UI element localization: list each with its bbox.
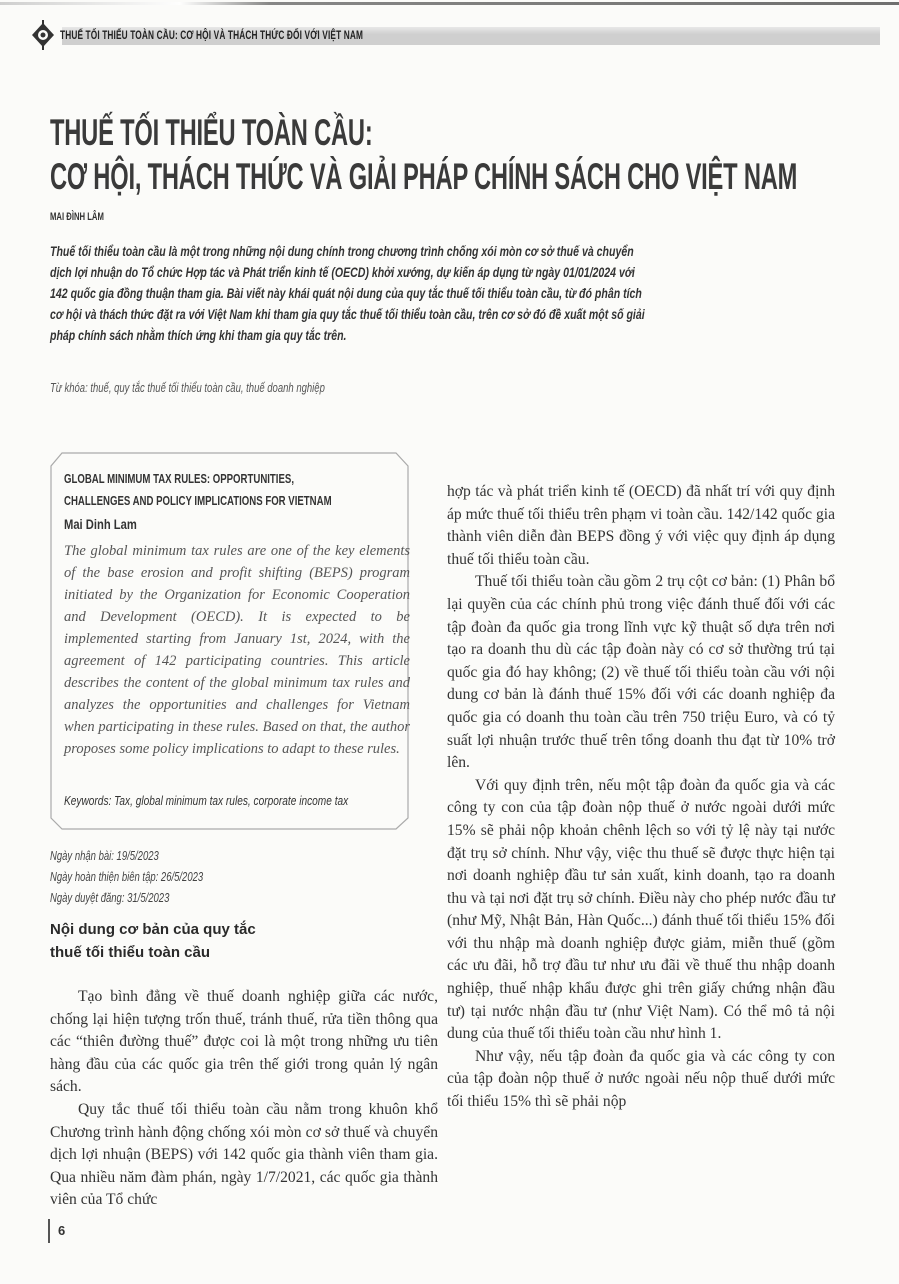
paragraph: Quy tắc thuế tối thiểu toàn cầu nằm trong khuôn khổ Chương trình hành động chống xói mòn cơ sở thuế và chuyển dịch lợi nhuận (BEPS) với 142 quốc gia thành viên tham gia. Qua nhiều năm đàm phán, ngày 1/7/2021, các quốc gia thành viên của Tổ chức xyxy=(50,1100,438,1209)
top-rule xyxy=(0,2,899,5)
left-column xyxy=(50,986,438,1212)
section-heading-line2: thuế tối thiểu toàn cầu xyxy=(50,944,210,961)
english-title-line1: GLOBAL MINIMUM TAX RULES: OPPORTUNITIES, xyxy=(64,471,294,486)
running-header-title: THUẾ TỐI THIỂU TOÀN CẦU: CƠ HỘI VÀ THÁCH THỨC ĐỐI VỚI VIỆT NAM xyxy=(60,30,364,42)
page-number: 6 xyxy=(58,1223,66,1238)
section-heading xyxy=(50,918,256,964)
section-heading-line1: Nội dung cơ bản của quy tắc xyxy=(50,921,256,938)
date-received: Ngày nhận bài: 19/5/2023 xyxy=(50,849,159,863)
paragraph: hợp tác và phát triển kinh tế (OECD) đã nhất trí với quy định áp mức thuế tối thiểu trên phạm vi toàn cầu. 142/142 quốc gia thành viên diễn đàn BEPS đồng ý với việc quy định áp dụng thuế tối thiểu toàn cầu. xyxy=(447,483,835,568)
article-keywords: Từ khóa: thuế, quy tắc thuế tối thiểu toàn cầu, thuế doanh nghiệp xyxy=(50,381,325,395)
english-title-line2: CHALLENGES AND POLICY IMPLICATIONS FOR VIETNAM xyxy=(64,493,332,508)
paragraph: Thuế tối thiểu toàn cầu gồm 2 trụ cột cơ bản: (1) Phân bổ lại quyền của các chính phủ trong việc đánh thuế đối với các tập đoàn đa quốc gia trong lĩnh vực kỹ thuật số dựa trên nơi tạo ra doanh thu dù các tập đoàn này có cơ sở thường trú tại quốc gia đó hay không; (2) về thuế tối thiểu toàn cầu với nội dung cơ bản là đánh thuế 15% đối với các doanh nghiệp đa quốc gia có doanh thu toàn cầu trên 750 triệu Euro, và có tỷ suất lợi nhuận trước thuế trên tổng doanh thu đạt từ 10% trở lên. xyxy=(447,573,835,772)
paragraph: Tạo bình đẳng về thuế doanh nghiệp giữa các nước, chống lại hiện tượng trốn thuế, tránh thuế, rửa tiền thông qua các “thiên đường thuế” được coi là một trong những ưu tiên hàng đầu của các quốc gia trên thế giới trong quản lý ngân sách. xyxy=(50,988,438,1096)
article-abstract: Thuế tối thiểu toàn cầu là một trong những nội dung chính trong chương trình chống xói mòn cơ sở thuế và chuyển dịch lợi nhuận do Tổ chức Hợp tác và Phát triển kinh tế (OECD) khởi xướng, dự kiến áp dụng từ ngày 01/01/2024 với 142 quốc gia đồng thuận tham gia. Bài viết này khái quát nội dung của quy tắc thuế tối thiểu toàn cầu, từ đó phân tích cơ hội và thách thức đặt ra với Việt Nam khi tham gia quy tắc thuế tối thiểu toàn cầu, trên cơ sở đó đề xuất một số giải pháp chính sách nhằm thích ứng khi tham gia quy tắc trên. xyxy=(50,243,645,343)
date-edited: Ngày hoàn thiện biên tập: 26/5/2023 xyxy=(50,870,204,884)
english-keywords: Keywords: Tax, global minimum tax rules, corporate income tax xyxy=(64,793,349,808)
right-column xyxy=(447,481,835,1114)
paragraph: Như vậy, nếu tập đoàn đa quốc gia và các công ty con của tập đoàn nộp thuế ở nước ngoài nếu nộp thuế dưới mức tối thiểu 15% thì sẽ phải nộp xyxy=(447,1047,835,1111)
article-dates xyxy=(50,846,203,909)
english-abstract-box xyxy=(50,452,408,830)
article-title-line1: THUẾ TỐI THIỂU TOÀN CẦU: xyxy=(50,112,373,153)
english-author: Mai Dinh Lam xyxy=(64,516,137,532)
english-title xyxy=(64,468,332,512)
article-author: MAI ĐÌNH LÂM xyxy=(50,211,104,223)
compass-diamond-icon xyxy=(30,20,56,50)
paragraph: Với quy định trên, nếu một tập đoàn đa quốc gia và các công ty con của tập đoàn nộp thuế ở nước ngoài dưới mức 15% sẽ phải nộp khoản chênh lệch so với tỷ lệ này tại nước đặt trụ sở chính. Như vậy, việc thu thuế sẽ được thực hiện tại nơi doanh nghiệp đầu tư sản xuất, kinh doanh, tạo ra doanh thu và tại nơi đặt trụ sở chính. Điều này cho phép nước đầu tư (như Mỹ, Nhật Bản, Hàn Quốc...) đánh thuế tối thiểu 15% đối với thu nhập mà doanh nghiệp được giảm, miễn thuế (gồm các ưu đãi, hỗ trợ đầu tư như ưu đãi về thuế thu nhập doanh nghiệp, thuế nhập khẩu được ghi trên giấy chứng nhận đầu tư) tại nước nhận đầu tư (như Việt Nam). Có thể mô tả nội dung của thuế tối thiểu toàn cầu như hình 1. xyxy=(447,776,835,1043)
english-abstract: The global minimum tax rules are one of the key elements of the base erosion and profit shifting (BEPS) program initiated by the Organization for Economic Cooperation and Development (OECD). It is expected to be implemented starting from January 1st, 2024, with the agreement of 142 participating countries. This article describes the content of the global minimum tax rules and analyzes the opportunities and challenges for Vietnam when participating in these rules. Based on that, the author proposes some policy implications to adapt to these rules. xyxy=(64,543,410,757)
article-title-line2: CƠ HỘI, THÁCH THỨC VÀ GIẢI PHÁP CHÍNH SÁCH CHO VIỆT NAM xyxy=(50,156,798,197)
page-number-bar xyxy=(48,1219,50,1243)
date-accepted: Ngày duyệt đăng: 31/5/2023 xyxy=(50,891,170,905)
